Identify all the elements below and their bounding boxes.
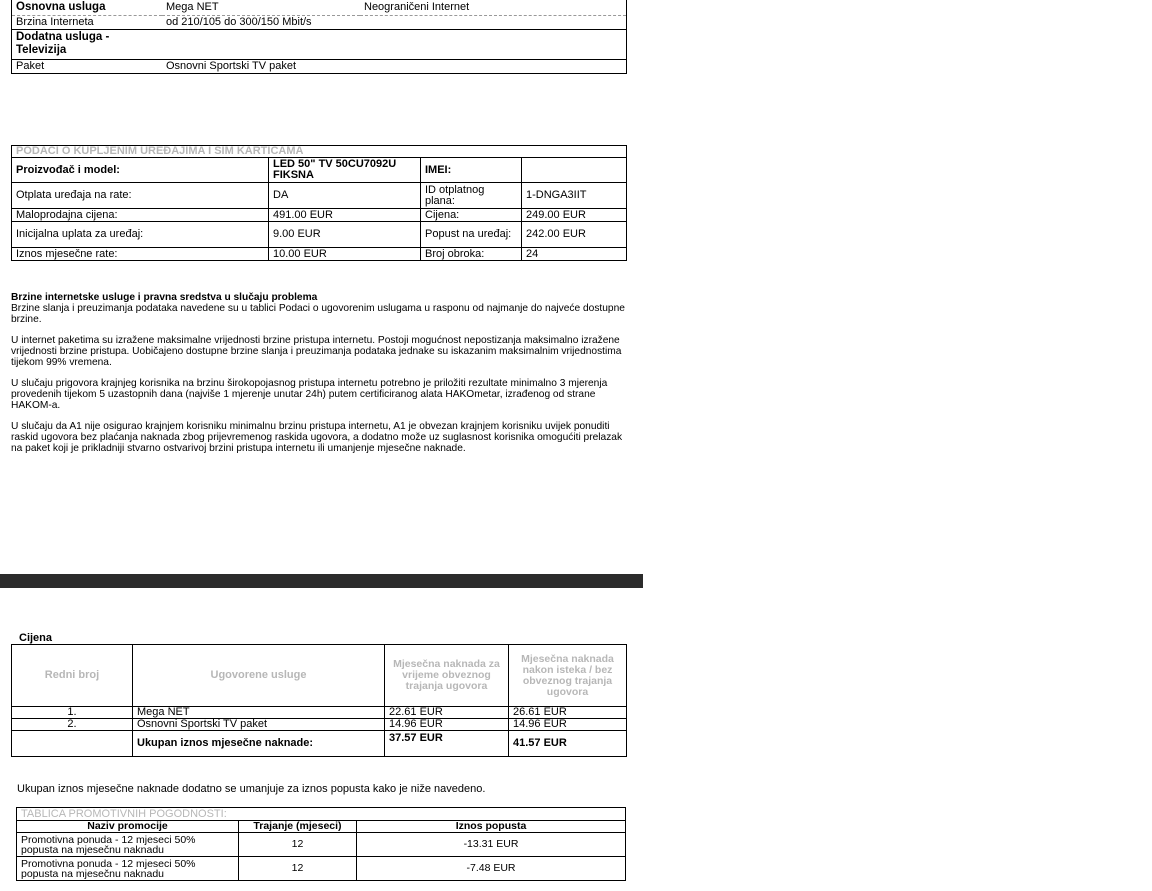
devices-table — [11, 145, 627, 261]
promo-amount: -13.31 EUR — [357, 833, 626, 857]
imei-value — [522, 158, 627, 183]
installments-count-label: Broj obroka: — [421, 248, 522, 261]
monthly-rate-value: 10.00 EUR — [269, 248, 421, 261]
price-table — [11, 644, 627, 757]
plan-id-label: ID otplatnog plana: — [421, 183, 522, 209]
price-total-during: 37.57 EUR — [385, 731, 509, 757]
section-divider-bar — [0, 574, 643, 588]
speed-info-section — [11, 292, 631, 464]
device-discount-value: 242.00 EUR — [522, 222, 627, 248]
price-total-label: Ukupan iznos mjesečne naknade: — [133, 731, 385, 757]
promo-duration: 12 — [239, 857, 357, 881]
promo-header-amount: Iznos popusta — [357, 821, 626, 833]
speed-info-heading: Brzine internetske usluge i pravna sredstva u slučaju problema — [11, 292, 318, 303]
service-extra: Neograničeni Internet — [364, 0, 470, 13]
promo-header-name: Naziv promocije — [17, 821, 239, 833]
promotions-title: TABLICA PROMOTIVNIH POGODNOSTI: — [17, 808, 626, 821]
installment-label: Otplata uređaja na rate: — [12, 183, 269, 209]
price-header-service: Ugovorene usluge — [133, 645, 385, 707]
price-row-after: 26.61 EUR — [509, 707, 627, 719]
installment-value: DA — [269, 183, 421, 209]
price-row-during: 22.61 EUR — [385, 707, 509, 719]
speed-value: od 210/105 do 300/150 Mbit/s — [166, 15, 312, 28]
device-model-value: LED 50" TV 50CU7092U FIKSNA — [269, 158, 421, 183]
monthly-rate-label: Iznos mjesečne rate: — [12, 248, 269, 261]
price-row-number: 1. — [12, 707, 133, 719]
package-label: Paket — [16, 59, 45, 72]
device-discount-label: Popust na uređaj: — [421, 222, 522, 248]
promo-name: Promotivna ponuda - 12 mjeseci 50% popusta na mjesečnu naknadu — [17, 857, 239, 881]
price-label: Cijena: — [421, 209, 522, 222]
retail-price-value: 491.00 EUR — [269, 209, 421, 222]
price-header-during: Mjesečna naknada za vrijeme obveznog trajanja ugovora — [385, 645, 509, 707]
speed-info-p3: U slučaju prigovora krajnjeg korisnika na brzinu širokopojasnog pristupa internetu potrebno je priložiti rezultate minimalno 3 mjerenja provedenih tijekom 5 uzastopnih dana (najviše 1 mjerenje unutar 24h) putem certificiranog alata HAKOmetar, izrađenog od strane HAKOM-a. — [11, 378, 608, 411]
price-total-after: 41.57 EUR — [509, 731, 627, 757]
price-header-after: Mjesečna naknada nakon isteka / bez obveznog trajanja ugovora — [509, 645, 627, 707]
speed-label: Brzina Interneta — [16, 15, 94, 28]
initial-payment-value: 9.00 EUR — [269, 222, 421, 248]
imei-label: IMEI: — [421, 158, 522, 183]
initial-payment-label: Inicijalna uplata za uređaj: — [12, 222, 269, 248]
service-value: Mega NET — [166, 0, 219, 13]
price-row-service: Mega NET — [133, 707, 385, 719]
price-header-number: Redni broj — [12, 645, 133, 707]
package-value: Osnovni Sportski TV paket — [166, 59, 297, 72]
service-label: Osnovna usluga — [16, 0, 106, 13]
speed-info-p1: Brzine slanja i preuzimanja podataka navedene su u tablici Podaci o ugovorenim uslugama u rasponu od najmanje do najveće dostupne brzine. — [11, 303, 625, 325]
price-row-number: 2. — [12, 719, 133, 731]
plan-id-value: 1-DNGA3IIT — [522, 183, 627, 209]
discount-note: Ukupan iznos mjesečne naknade dodatno se umanjuje za iznos popusta kako je niže navedeno. — [17, 783, 486, 795]
speed-info-p2: U internet paketima su izražene maksimalne vrijednosti brzine pristupa internetu. Postoji mogućnost nepostizanja maksimalno izražene vrijednosti brzine pristupa. Uobičajeno dostupne brzine slanja i preuzimanja podataka jednake su iskazanim maksimalnim vrijednostima tijekom 99% vremena. — [11, 335, 622, 368]
promo-amount: -7.48 EUR — [357, 857, 626, 881]
promo-header-duration: Trajanje (mjeseci) — [239, 821, 357, 833]
addon-label: Dodatna usluga - Televizija — [16, 31, 110, 56]
price-value: 249.00 EUR — [522, 209, 627, 222]
installments-count-value: 24 — [522, 248, 627, 261]
price-total-empty — [12, 731, 133, 757]
device-model-label: Proizvođač i model: — [12, 158, 269, 183]
services-table — [11, 0, 627, 74]
promotions-table — [16, 807, 626, 881]
promo-duration: 12 — [239, 833, 357, 857]
devices-title: PODACI O KUPLJENIM UREĐAJIMA I SIM KARTICAMA — [12, 146, 627, 158]
price-title: Cijena — [19, 632, 53, 644]
retail-price-label: Maloprodajna cijena: — [12, 209, 269, 222]
addon-value — [162, 29, 627, 59]
promo-name: Promotivna ponuda - 12 mjeseci 50% popusta na mjesečnu naknadu — [17, 833, 239, 857]
price-row-service: Osnovni Sportski TV paket — [133, 719, 385, 731]
speed-info-p4: U slučaju da A1 nije osigurao krajnjem korisniku minimalnu brzinu pristupa internetu, A1 je obvezan krajnjem korisniku uvijek ponuditi raskid ugovora bez plaćanja naknada zbog prijevremenog raskida ugovora, a dodatno može uz suglasnost korisnika omogućiti prelazak na paket koji je prikladniji stvarno ostvarivoj brzini pristupa internetu ili umanjenje mjesečne naknade. — [11, 421, 623, 454]
price-row-after: 14.96 EUR — [509, 719, 627, 731]
price-row-during: 14.96 EUR — [385, 719, 509, 731]
